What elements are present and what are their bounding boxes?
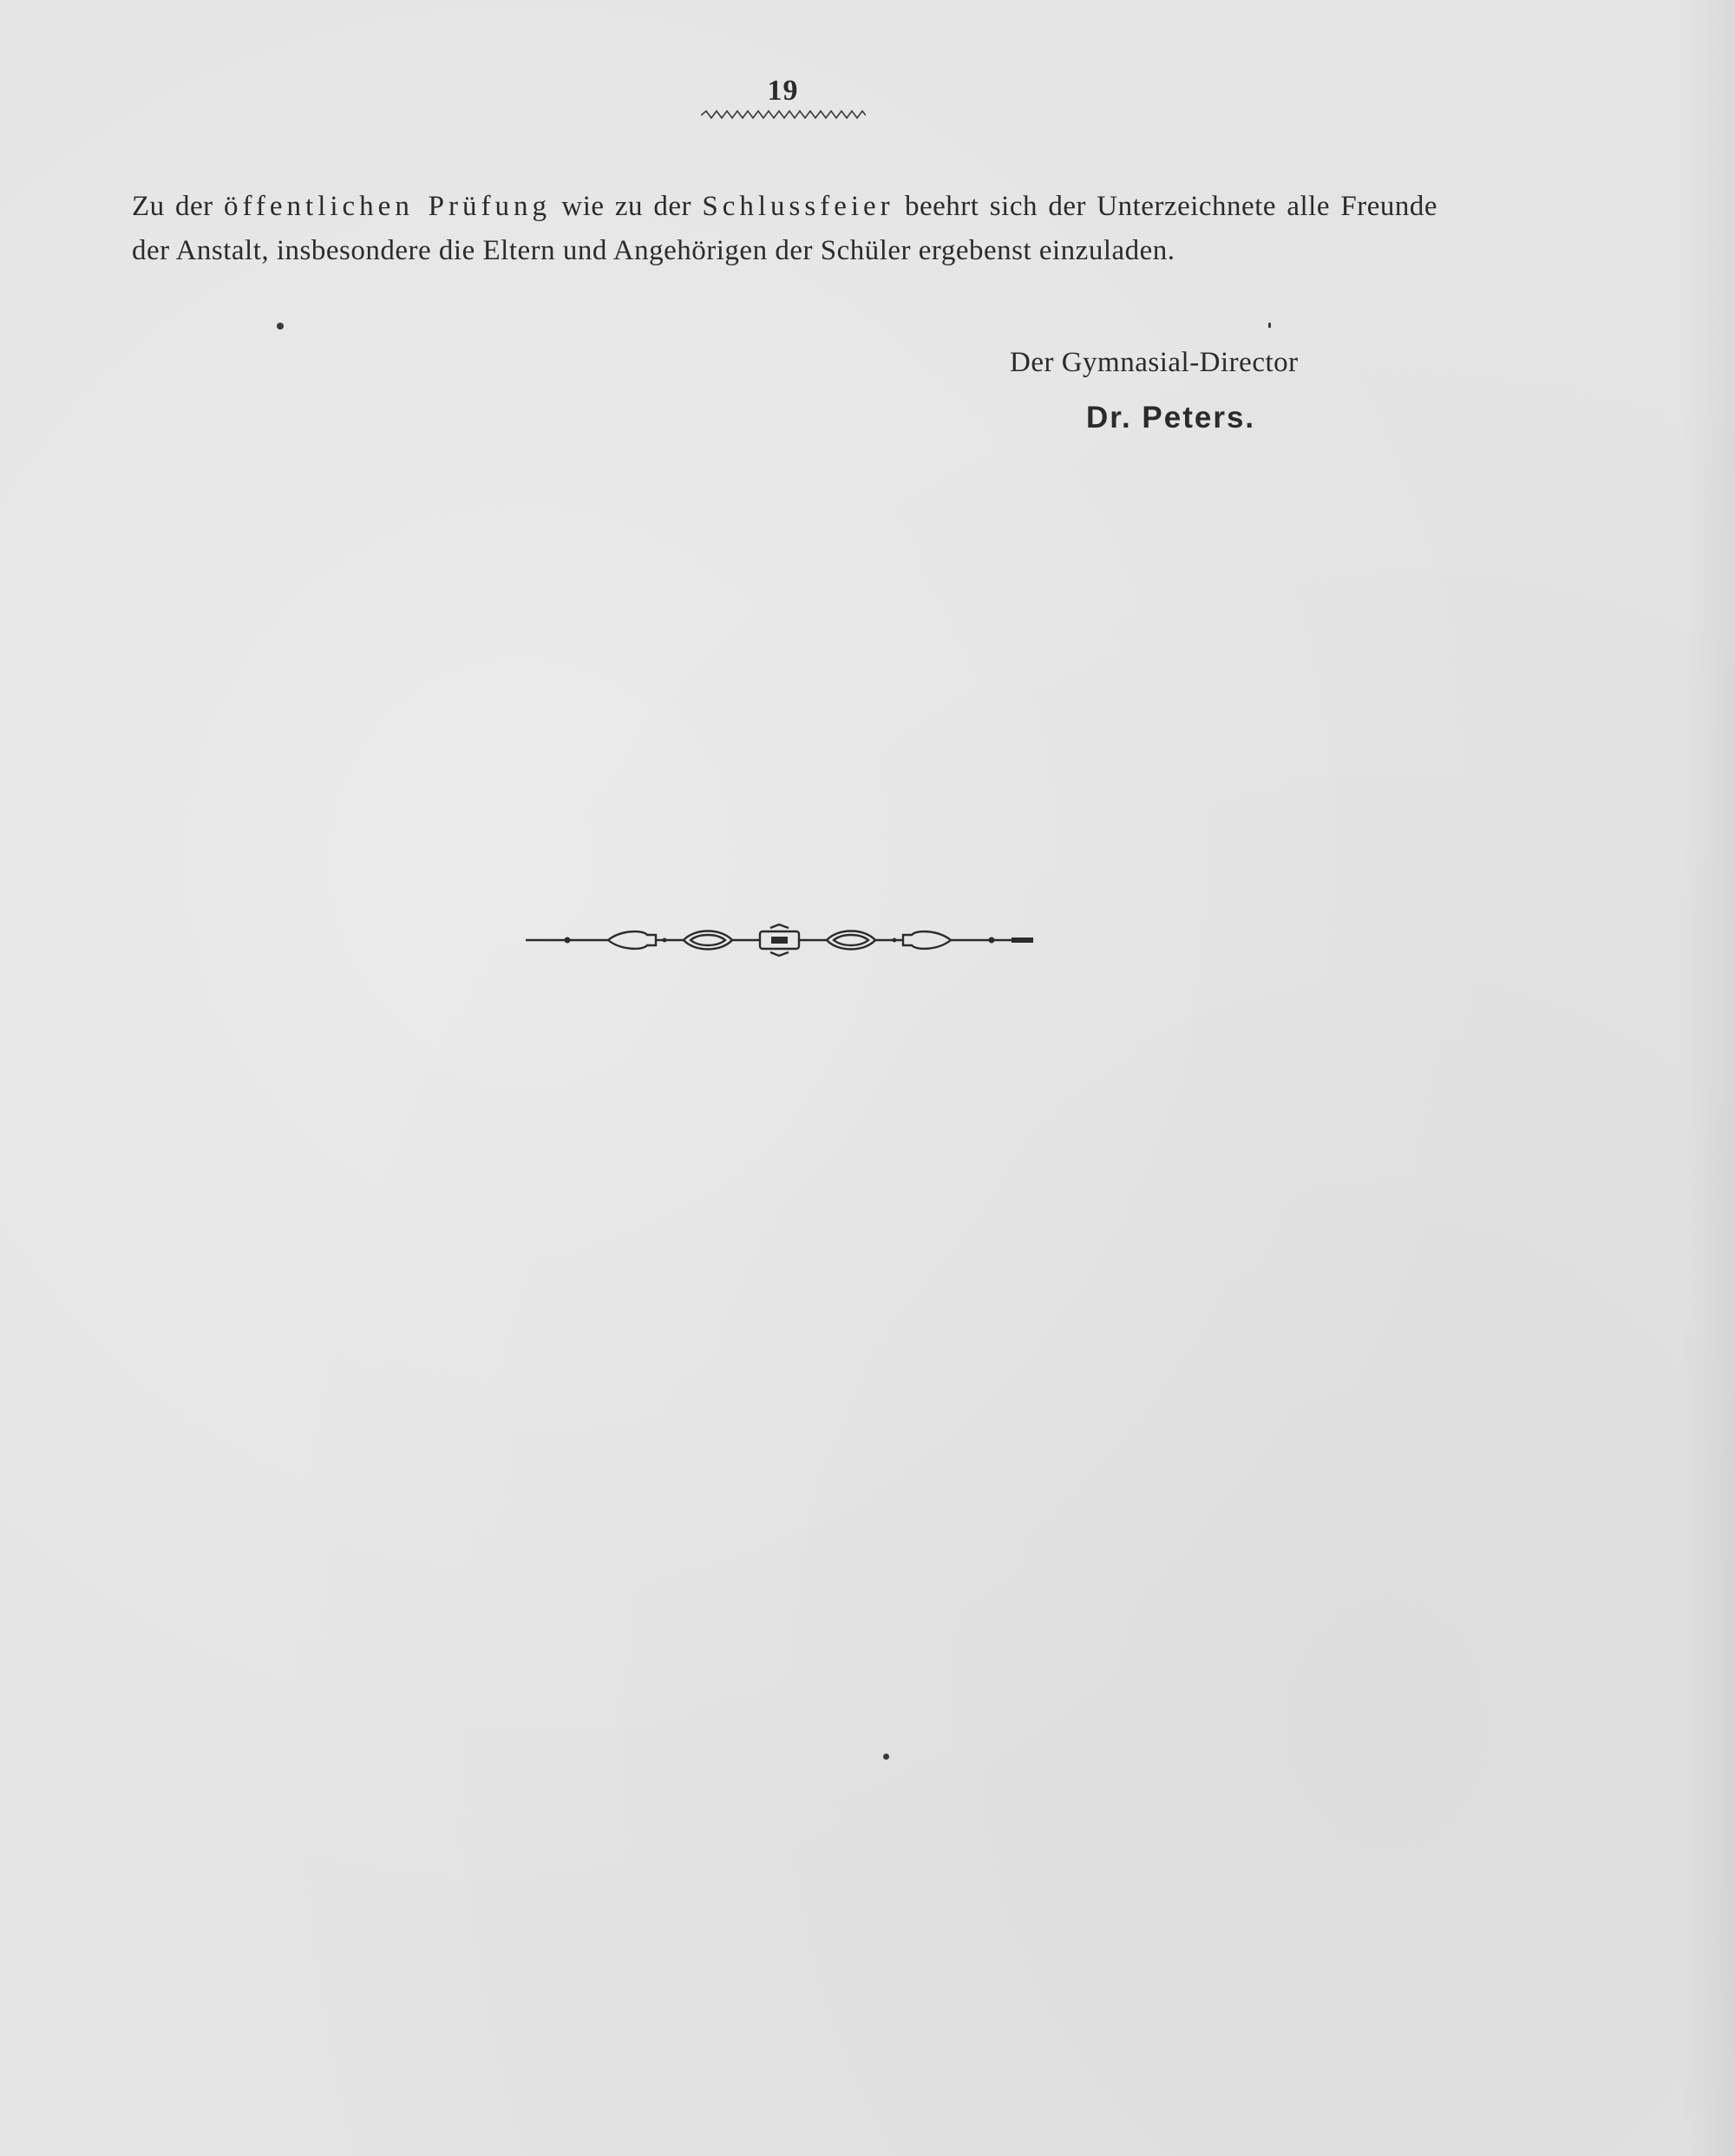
wavy-rule-icon — [701, 109, 866, 121]
invitation-rest: beehrt sich der Unterzeichnete alle Freunde der Anstalt, insbesondere die Eltern und Angehörigen der Schüler ergebenst einzuladen. — [132, 191, 1437, 266]
ink-speck — [1268, 323, 1271, 328]
ink-speck — [277, 323, 284, 330]
invitation-mid: wie zu der — [551, 191, 703, 222]
signature-title: Der Gymnasial-Director — [1010, 347, 1299, 378]
public-exam-text: öffentlichen Prüfung — [224, 191, 552, 222]
signature-name: Dr. Peters. — [1086, 401, 1256, 434]
decorative-divider-icon — [526, 918, 1033, 963]
ceremony-text: Schlussfeier — [702, 191, 894, 222]
invitation-lead: Zu der — [132, 191, 224, 222]
page-edge-shadow — [1683, 0, 1735, 2156]
invitation-paragraph — [132, 185, 1437, 273]
page-number: 19 — [767, 75, 799, 107]
ink-speck — [883, 1754, 889, 1760]
